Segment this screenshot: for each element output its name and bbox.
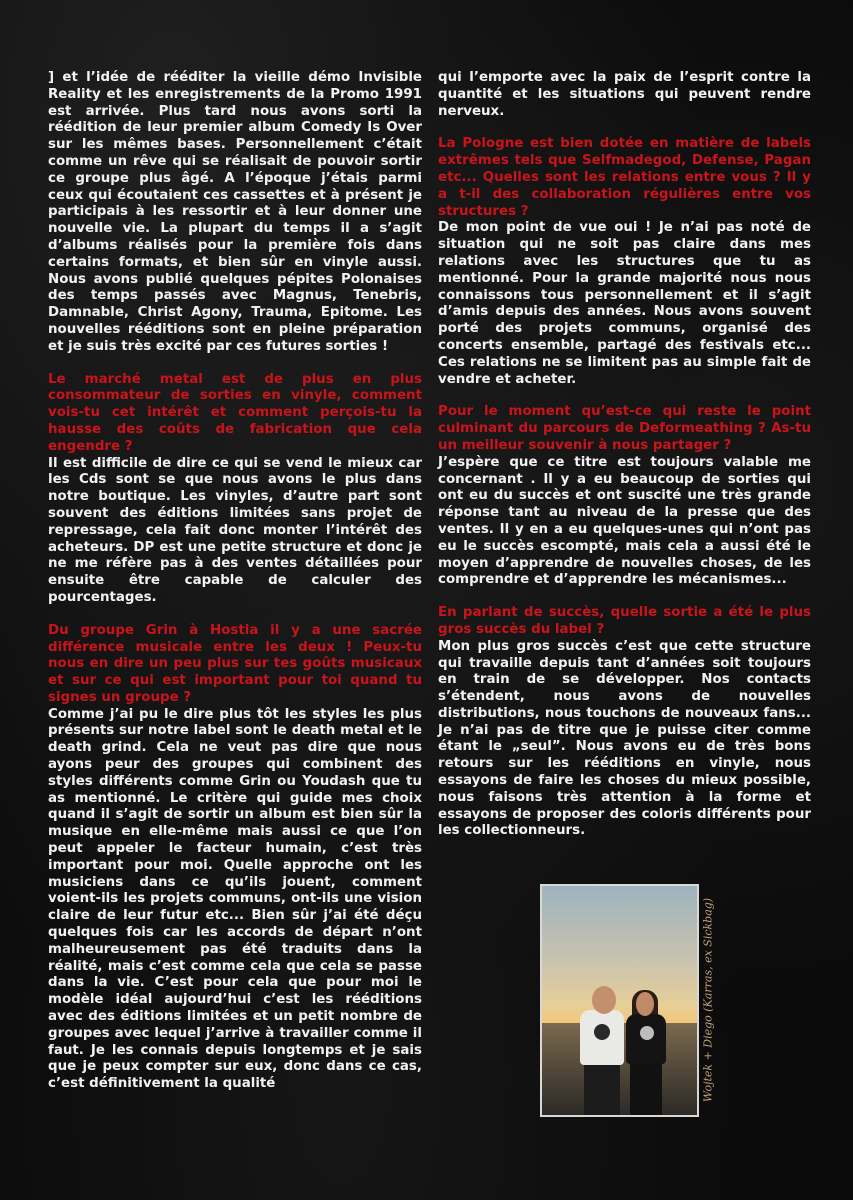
left-column [48, 70, 422, 1109]
question-paragraph: La Pologne est bien dotée en matière de labels extrêmes tels que Selfmadegod, Defense, Pagan etc... Quelles sont les relations entre vous ? Il y a t-il des collaboration régulières entre vos structures ? [438, 136, 811, 219]
shirt-logo [594, 1024, 610, 1040]
question-paragraph: Du groupe Grin à Hostia il y a une sacrée différence musicale entre les deux ! Peux-tu nous en dire un peu plus sur tes goûts musicaux et sur ce qui est important pour toi quand tu signes un groupe ? [48, 622, 422, 705]
photo-sky [542, 886, 697, 1023]
question-paragraph: En parlant de succès, quelle sortie a été le plus gros succès du label ? [438, 605, 811, 637]
person-right-head [636, 992, 654, 1016]
right-column [438, 70, 811, 856]
answer-paragraph: ] et l’idée de rééditer la vieille démo Invisible Reality et les enregistrements de la Promo 1991 est arrivée. Plus tard nous avons sorti la réédition de leur premier album Comedy Is Over sur les mêmes bases. Personnellement c’était comme un rêve qui se réalisait de pouvoir sortir ce groupe plus âgé. A l’époque j’étais parmi ceux qui écoutaient ces cassettes et à présent je participais à les ressortir et à leur donner une nouvelle vie. La plupart du temps il a s’agit d’albums réalisés pour la première fois dans certains formats, et bien sûr en vinyle aussi. Nous avons publié quelques pépites Polonaises des temps passés avec Magnus, Tenebris, Damnable, Christ Agony, Trauma, Epitome. Les nouvelles rééditions sont en pleine préparation et je suis très excité par ces futures sorties ! [48, 70, 422, 354]
photo-caption: Wojtek + Diego (Karras, ex Sickbag) [701, 897, 715, 1103]
answer-paragraph: Il est difficile de dire ce qui se vend le mieux car les Cds sont se que nous avons le plus dans notre boutique. Les vinyles, d’autre part sont souvent des éditions limitées sans projet de repressage, cela fait donc monter l’intérêt des acheteurs. DP est une petite structure et donc je ne me réfère pas à des ventes détaillées pour ensuite être capable de calculer des pourcentages. [48, 455, 422, 605]
answer-paragraph: J’espère que ce titre est toujours valable me concernant . Il y a eu beaucoup de sorties qui ont eu du succès et ont suscité une très grande réponse tant au niveau de la presse que des ventes. Il y en a eu quelques-unes qui n’ont pas eu le succès escompté, mais cela a aussi été le moyen d’apprendre de nouvelles choses, de les comprendre et d’apprendre les mécanismes... [438, 454, 811, 588]
band-photo [540, 884, 699, 1117]
answer-paragraph: Comme j’ai pu le dire plus tôt les styles les plus présents sur notre label sont le death metal et le death grind. Cela ne veut pas dire que nous ayons peur des groupes qui combinent des styles différents comme Grin ou Youdash que tu as mentionné. Le critère qui guide mes choix quand il s’agit de sortir un album est bien sûr la musique en elle-même mais aussi ce que l’on peut appeler le facteur humain, c’est très important pour moi. Quelle approche ont les musiciens dans ce qu’ils jouent, comment voient-ils les projets communs, ont-ils une vision claire de leur futur etc... Bien sûr j’ai été déçu quelques fois car les accords de départ n’ont malheureusement pas été traduits dans la réalité, mais c’est comme cela que cela se passe dans la vie. C’est pour cela que pour moi le modèle idéal aujourd’hui c’est les rééditions avec des éditions limitées et un petit nombre de groupes avec lequel j’arrive à travailler comme il faut. Je les connais depuis longtemps et je sais que je peux compter sur eux, donc dans ce cas, c’est définitivement la qualité [48, 706, 422, 1092]
shirt-logo [640, 1026, 654, 1040]
question-paragraph: Le marché metal est de plus en plus consommateur de sorties en vinyle, comment vois-tu cet intérêt et comment perçois-tu la hausse des coûts de fabrication que cela engendre ? [48, 371, 422, 454]
question-paragraph: Pour le moment qu’est-ce qui reste le point culminant du parcours de Deformeathing ? As-tu un meilleur souvenir à nous partager ? [438, 404, 811, 453]
person-left-legs [584, 1062, 620, 1117]
answer-paragraph: Mon plus gros succès c’est que cette structure qui travaille depuis tant d’années soit toujours en train de se développer. Nos contacts s’étendent, nous avons de nouvelles distributions, nous touchons de nouveaux fans... Je n’ai pas de titre que je puisse citer comme étant le „seul”. Nous avons eu de très bons retours sur les rééditions en vinyle, nous essayons de faire les choses du mieux possible, nous faisons très attention à la forme et essayons de proposer des coloris différents pour les collectionneurs. [438, 638, 811, 839]
person-right-legs [630, 1062, 662, 1117]
person-left-head [592, 986, 616, 1014]
answer-paragraph: qui l’emporte avec la paix de l’esprit contre la quantité et les situations qui peuvent rendre nerveux. [438, 70, 811, 119]
answer-paragraph: De mon point de vue oui ! Je n’ai pas noté de situation qui ne soit pas claire dans mes relations avec les structures que tu as mentionné. Pour la grande majorité nous nous connaissons tous personnellement et il s’agit d’amis depuis des années. Nous avons souvent porté des projets communs, organisé des concerts ensemble, partagé des festivals etc... Ces relations ne se limitent pas au simple fait de vendre et acheter. [438, 220, 811, 387]
